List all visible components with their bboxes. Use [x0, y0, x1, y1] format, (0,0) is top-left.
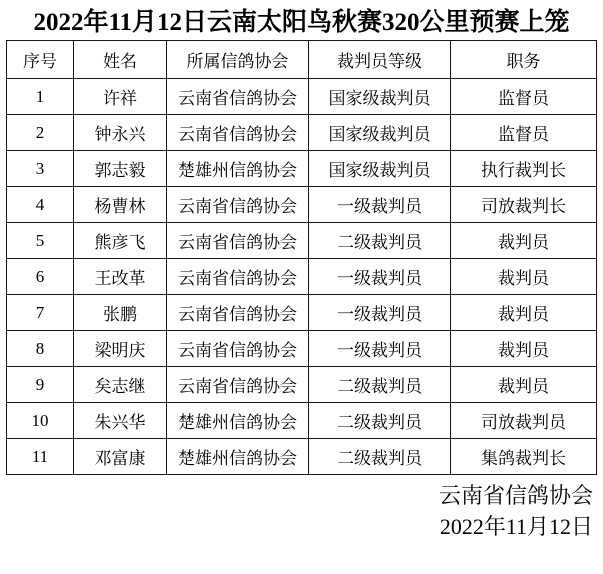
table-body: [7, 79, 597, 475]
table-cell: 11: [7, 439, 74, 475]
table-cell: 矣志继: [74, 367, 167, 403]
table-cell: 裁判员: [451, 331, 597, 367]
table-cell: 二级裁判员: [309, 403, 451, 439]
table-cell: 国家级裁判员: [309, 79, 451, 115]
table-cell: 王改革: [74, 259, 167, 295]
column-header: 姓名: [74, 41, 167, 79]
table-cell: 二级裁判员: [309, 223, 451, 259]
table-cell: 裁判员: [451, 259, 597, 295]
table-cell: 云南省信鸽协会: [167, 223, 309, 259]
table-cell: 云南省信鸽协会: [167, 115, 309, 151]
table-cell: 7: [7, 295, 74, 331]
table-cell: 执行裁判长: [451, 151, 597, 187]
table-row: [7, 331, 597, 367]
table-cell: 楚雄州信鸽协会: [167, 403, 309, 439]
table-cell: 一级裁判员: [309, 259, 451, 295]
table-cell: 二级裁判员: [309, 367, 451, 403]
table-cell: 5: [7, 223, 74, 259]
table-cell: 张鹏: [74, 295, 167, 331]
table-cell: 6: [7, 259, 74, 295]
table-cell: 2: [7, 115, 74, 151]
table-cell: 钟永兴: [74, 115, 167, 151]
table-cell: 一级裁判员: [309, 295, 451, 331]
table-cell: 监督员: [451, 115, 597, 151]
table-cell: 郭志毅: [74, 151, 167, 187]
table-cell: 楚雄州信鸽协会: [167, 151, 309, 187]
footer: [0, 480, 603, 542]
table-cell: 3: [7, 151, 74, 187]
table-cell: 9: [7, 367, 74, 403]
table-cell: 云南省信鸽协会: [167, 79, 309, 115]
table-cell: 裁判员: [451, 223, 597, 259]
table-cell: 熊彦飞: [74, 223, 167, 259]
table-row: [7, 403, 597, 439]
column-header: 职务: [451, 41, 597, 79]
table-cell: 1: [7, 79, 74, 115]
table-row: [7, 151, 597, 187]
table-cell: 云南省信鸽协会: [167, 295, 309, 331]
table-cell: 二级裁判员: [309, 439, 451, 475]
table-row: [7, 79, 597, 115]
table-cell: 8: [7, 331, 74, 367]
referee-roster-table: [6, 40, 597, 475]
table-cell: 云南省信鸽协会: [167, 367, 309, 403]
table-cell: 梁明庆: [74, 331, 167, 367]
table-row: [7, 223, 597, 259]
column-header: 裁判员等级: [309, 41, 451, 79]
table-cell: 司放裁判长: [451, 187, 597, 223]
table-cell: 10: [7, 403, 74, 439]
table-cell: 云南省信鸽协会: [167, 331, 309, 367]
table-row: [7, 295, 597, 331]
table-row: [7, 115, 597, 151]
table-row: [7, 439, 597, 475]
page-title: 2022年11月12日云南太阳鸟秋赛320公里预赛上笼: [33, 9, 570, 36]
footer-organization: 云南省信鸽协会: [438, 483, 593, 508]
table-cell: 裁判员: [451, 367, 597, 403]
table-cell: 一级裁判员: [309, 331, 451, 367]
table-cell: 云南省信鸽协会: [167, 259, 309, 295]
table-cell: 一级裁判员: [309, 187, 451, 223]
table-cell: 许祥: [74, 79, 167, 115]
table-cell: 杨曹林: [74, 187, 167, 223]
table-cell: 4: [7, 187, 74, 223]
table-cell: 监督员: [451, 79, 597, 115]
table-cell: 楚雄州信鸽协会: [167, 439, 309, 475]
table-cell: 云南省信鸽协会: [167, 187, 309, 223]
table-row: [7, 187, 597, 223]
table-cell: 邓富康: [74, 439, 167, 475]
table-header-row: [7, 41, 597, 79]
table-row: [7, 367, 597, 403]
footer-date: 2022年11月12日: [439, 514, 593, 539]
column-header: 序号: [7, 41, 74, 79]
table-cell: 朱兴华: [74, 403, 167, 439]
table-row: [7, 259, 597, 295]
column-header: 所属信鸽协会: [167, 41, 309, 79]
table-cell: 司放裁判员: [451, 403, 597, 439]
table-cell: 国家级裁判员: [309, 115, 451, 151]
table-cell: 集鸽裁判长: [451, 439, 597, 475]
table-cell: 裁判员: [451, 295, 597, 331]
table-cell: 国家级裁判员: [309, 151, 451, 187]
